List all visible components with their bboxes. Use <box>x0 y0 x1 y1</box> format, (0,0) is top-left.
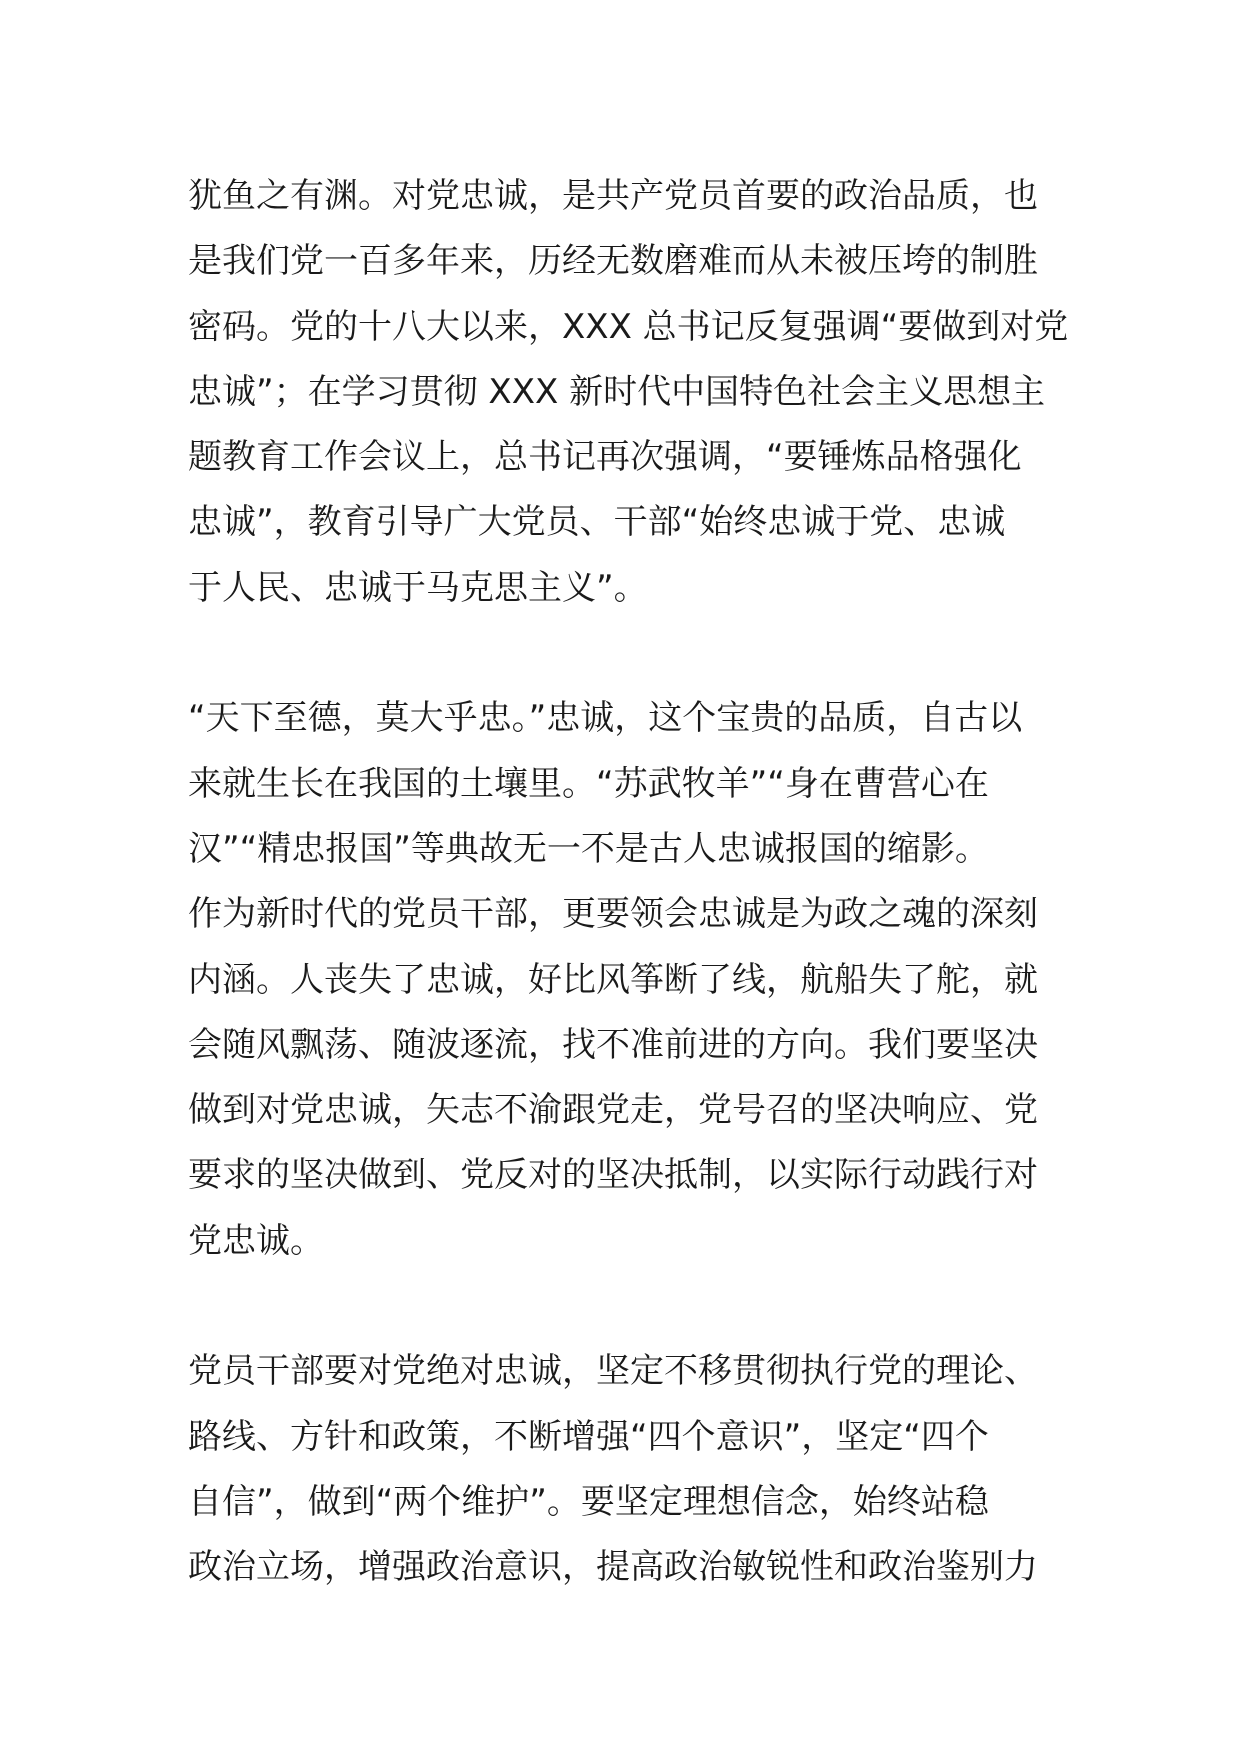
paragraph-line: 党员干部要对党绝对忠诚，坚定不移贯彻执行党的理论、 <box>188 1351 1038 1392</box>
paragraph-line: 于人民、忠诚于马克思主义”。 <box>188 567 648 608</box>
paragraph-spacer <box>188 1274 1068 1339</box>
paragraph-line: 要求的坚决做到、党反对的坚决抵制，以实际行动践行对 <box>188 1155 1038 1196</box>
paragraph-line: 做到对党忠诚，矢志不渝跟党走，党号召的坚决响应、党 <box>188 1090 1038 1131</box>
paragraph-line: 作为新时代的党员干部，更要领会忠诚是为政之魂的深刻 <box>188 894 1038 935</box>
paragraph-spacer <box>188 621 1068 686</box>
paragraph-line: 犹鱼之有渊。对党忠诚，是共产党员首要的政治品质，也 <box>188 176 1038 216</box>
paragraph-line: 忠诚”；在学习贯彻 XXX 新时代中国特色社会主义思想主 <box>188 371 1046 412</box>
paragraph-line: 汉”“精忠报国”等典故无一不是古人忠诚报国的缩影。 <box>188 828 989 869</box>
paragraph-2 <box>188 686 1068 1274</box>
paragraph-line: 自信”，做到“两个维护”。要坚定理想信念，始终站稳 <box>188 1481 989 1522</box>
paragraph-1 <box>188 164 1068 621</box>
paragraph-line: 题教育工作会议上，总书记再次强调，“要锤炼品格强化 <box>188 437 1022 478</box>
paragraph-line: 路线、方针和政策，不断增强“四个意识”，坚定“四个 <box>188 1416 989 1457</box>
paragraph-line: 会随风飘荡、随波逐流，找不准前进的方向。我们要坚决 <box>188 1024 1038 1065</box>
paragraph-line: 党忠诚。 <box>188 1220 324 1261</box>
paragraph-line: 政治立场，增强政治意识，提高政治敏锐性和政治鉴别力 <box>188 1547 1038 1588</box>
paragraph-line: 密码。党的十八大以来，XXX 总书记反复强调“要做到对党 <box>188 306 1069 347</box>
paragraph-line: “天下至德，莫大乎忠。”忠诚，这个宝贵的品质，自古以 <box>188 698 1023 739</box>
paragraph-line: 是我们党一百多年来，历经无数磨难而从未被压垮的制胜 <box>188 241 1038 282</box>
paragraph-line: 忠诚”，教育引导广大党员、干部“始终忠诚于党、忠诚 <box>188 502 1006 543</box>
paragraph-line: 来就生长在我国的土壤里。“苏武牧羊”“身在曹营心在 <box>188 763 989 804</box>
document-body <box>188 164 1068 1601</box>
paragraph-line: 内涵。人丧失了忠诚，好比风筝断了线，航船失了舵，就 <box>188 959 1038 1000</box>
paragraph-3 <box>188 1339 1068 1600</box>
